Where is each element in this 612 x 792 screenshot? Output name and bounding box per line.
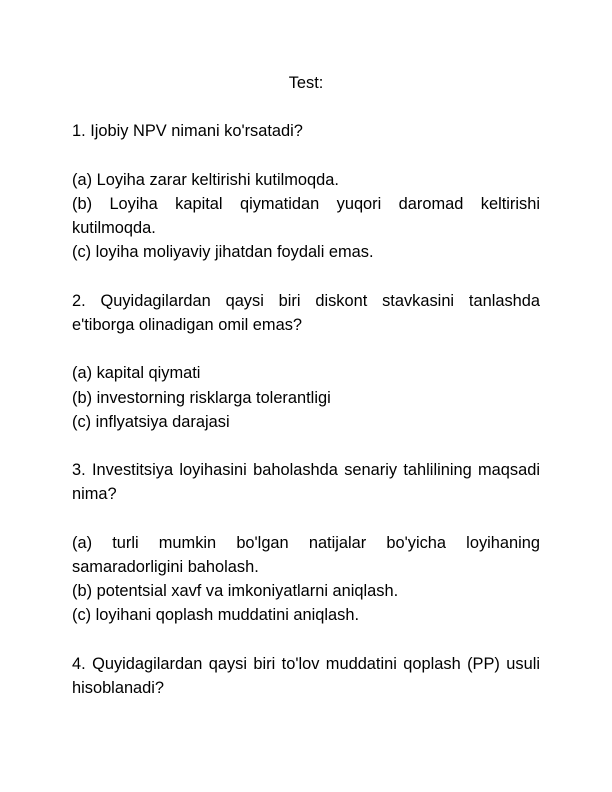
spacer	[72, 628, 540, 652]
spacer	[72, 337, 540, 361]
question-1: 1. Ijobiy NPV nimani ko'rsatadi?	[72, 122, 303, 141]
document-page	[72, 71, 540, 700]
question-3-option-a: (a) turli mumkin bo'lgan natijalar bo'yicha loyihaning samaradorligini baholash.	[72, 533, 540, 576]
spacer	[72, 265, 540, 289]
question-2-option-a: (a) kapital qiymati	[72, 364, 201, 383]
question-3-option-b: (b) potentsial xavf va imkoniyatlarni aniqlash.	[72, 582, 399, 601]
spacer	[72, 434, 540, 458]
question-1-option-a: (a) Loyiha zarar keltirishi kutilmoqda.	[72, 170, 339, 189]
question-1-option-c: (c) loyiha moliyaviy jihatdan foydali emas.	[72, 243, 374, 262]
spacer	[72, 144, 540, 168]
spacer	[72, 507, 540, 531]
question-2-option-b: (b) investorning risklarga tolerantligi	[72, 388, 331, 407]
question-3-option-c: (c) loyihani qoplash muddatini aniqlash.	[72, 606, 360, 625]
question-4: 4. Quyidagilardan qaysi biri to'lov muddatini qoplash (PP) usuli hisoblanadi?	[72, 654, 540, 697]
question-2: 2. Quyidagilardan qaysi biri diskont stavkasini tanlashda e'tiborga olinadigan omil emas?	[72, 291, 540, 334]
spacer	[72, 95, 540, 119]
document-title: Test:	[288, 74, 324, 92]
question-3: 3. Investitsiya loyihasini baholashda senariy tahlilining maqsadi nima?	[72, 461, 540, 504]
question-1-option-b: (b) Loyiha kapital qiymatidan yuqori daromad keltirishi kutilmoqda.	[72, 194, 540, 238]
question-2-option-c: (c) inflyatsiya darajasi	[72, 412, 230, 431]
